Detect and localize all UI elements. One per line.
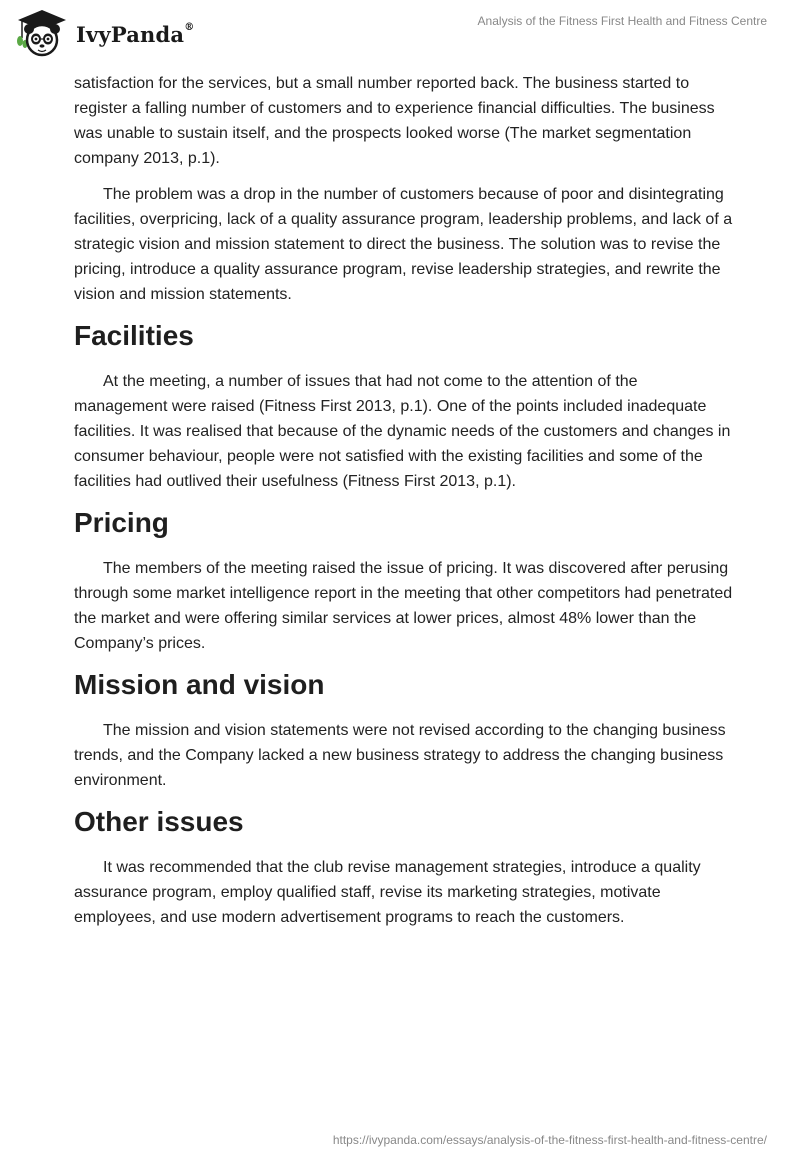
section-heading-mission-vision: Mission and vision	[74, 669, 325, 700]
section-paragraph-pricing: The members of the meeting raised the issue of pricing. It was discovered after perusing through some market intelligence report in the meeting that other competitors had penetrated the market and were offering similar services at lower prices, almost 48% lower than the Company’s prices.	[74, 560, 733, 652]
section-heading-pricing: Pricing	[74, 507, 169, 538]
source-url[interactable]: https://ivypanda.com/essays/analysis-of-the-fitness-first-health-and-fitness-centre/	[332, 1133, 767, 1147]
section-paragraph-mission-vision: The mission and vision statements were not revised according to the changing business trends, and the Company lacked a new business strategy to address the changing business environment.	[74, 722, 726, 789]
intro-paragraph: satisfaction for the services, but a small number reported back. The business started to register a falling number of customers and to experience financial difficulties. The business was unable to sustain itself, and the prospects looked worse (The market segmentation company 2013, p.1).	[74, 75, 715, 167]
ivypanda-logo[interactable]	[14, 8, 194, 60]
brand-name: IvyPanda®	[76, 22, 195, 47]
document-title: Analysis of the Fitness First Health and Fitness Centre	[477, 14, 767, 28]
section-paragraph-facilities: At the meeting, a number of issues that had not come to the attention of the management were raised (Fitness First 2013, p.1). One of the points included inadequate facilities. It was realised that because of the dynamic needs of the customers and changes in consumer behaviour, people were not satisfied with the existing facilities and some of the facilities had outlived their usefulness (Fitness First 2013, p.1).	[74, 373, 731, 490]
section-heading-facilities: Facilities	[74, 320, 194, 351]
section-heading-other-issues: Other issues	[74, 806, 244, 837]
page-header	[0, 0, 800, 66]
panda-graduate-icon	[14, 8, 70, 58]
essay-body	[74, 71, 734, 941]
section-paragraph-other-issues: It was recommended that the club revise management strategies, introduce a quality assurance program, employ qualified staff, revise its marketing strategies, motivate employees, and use modern advertisement programs to reach the customers.	[74, 859, 701, 926]
intro-paragraph: The problem was a drop in the number of customers because of poor and disintegrating facilities, overpricing, lack of a quality assurance program, leadership problems, and lack of a strategic vision and mission statement to direct the business. The solution was to revise the pricing, introduce a quality assurance program, revise leadership strategies, and rewrite the vision and mission statements.	[74, 186, 733, 303]
